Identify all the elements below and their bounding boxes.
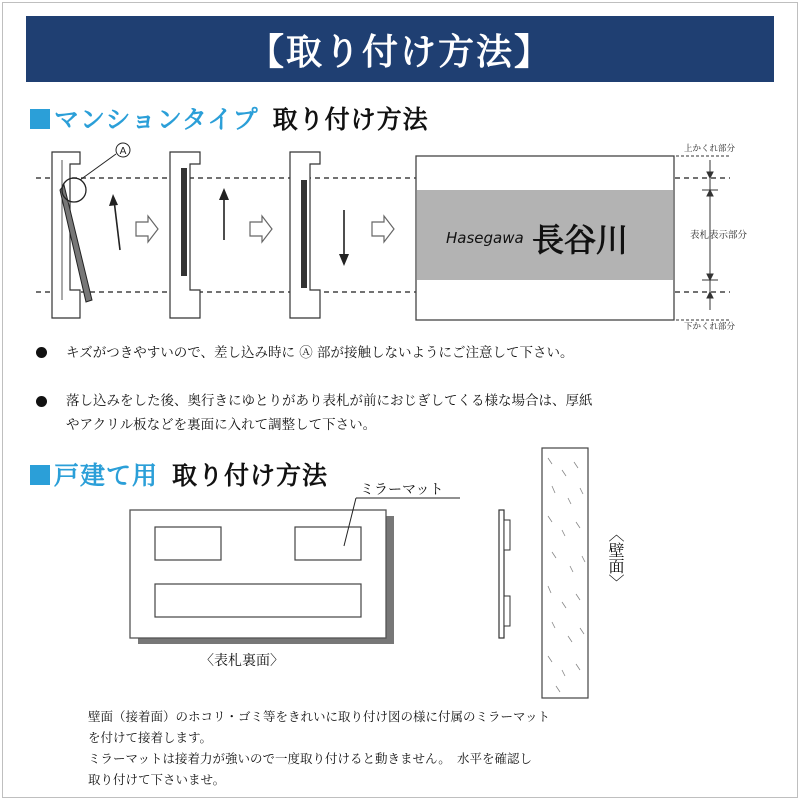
plate-side-view (499, 510, 504, 638)
label-display-area: 表札表示部分 (690, 230, 748, 241)
label-bottom-hidden: 下かくれ部分 (684, 322, 736, 332)
plate-name-kanji: 長谷川 (532, 221, 629, 259)
instruction-line-2: を付けて接着します。 (88, 730, 213, 745)
note-adjust-line1: 落し込みをした後、奥行きにゆとりがあり表札が前におじぎしてくる様な場合は、厚紙 (66, 393, 593, 409)
wall-caption: 〈壁面〉 (606, 526, 625, 590)
instruction-line-1: 壁面（接着面）のホコリ・ゴミ等をきれいに取り付け図の様に付属のミラーマット (88, 709, 551, 724)
mansion-heading-text: マンションタイプ (54, 105, 259, 134)
mirror-mat-bottom (155, 584, 361, 617)
note-adjust-line2: やアクリル板などを裏面に入れて調整して下さい。 (66, 417, 377, 433)
wall-cross-section (542, 448, 588, 698)
detached-heading-text: 戸建て用 (54, 461, 159, 490)
mansion-heading-suffix: 取り付け方法 (272, 105, 429, 134)
mat-side-bottom (504, 596, 510, 626)
label-top-hidden: 上かくれ部分 (684, 144, 736, 154)
note-contact: キズがつきやすいので、差し込み時に Ⓐ 部が接触しないようにご注意して下さい。 (66, 345, 574, 361)
page-title: 【取り付け方法】 (26, 16, 774, 82)
detached-heading-suffix: 取り付け方法 (172, 461, 329, 490)
plate-name-latin: Hasegawa (446, 229, 524, 247)
nameplate-back-caption: 〈表札裏面〉 (200, 653, 284, 669)
mirror-mat-left (155, 527, 221, 560)
marker-label: A (119, 146, 127, 157)
mirror-mat-right (295, 527, 361, 560)
instruction-line-4: 取り付けて下さいませ。 (88, 772, 226, 787)
mirror-mat-label: ミラーマット (360, 482, 444, 498)
instruction-line-3: ミラーマットは接着力が強いので一度取り付けると動きません。 水平を確認し (88, 751, 533, 766)
mat-side-top (504, 520, 510, 550)
